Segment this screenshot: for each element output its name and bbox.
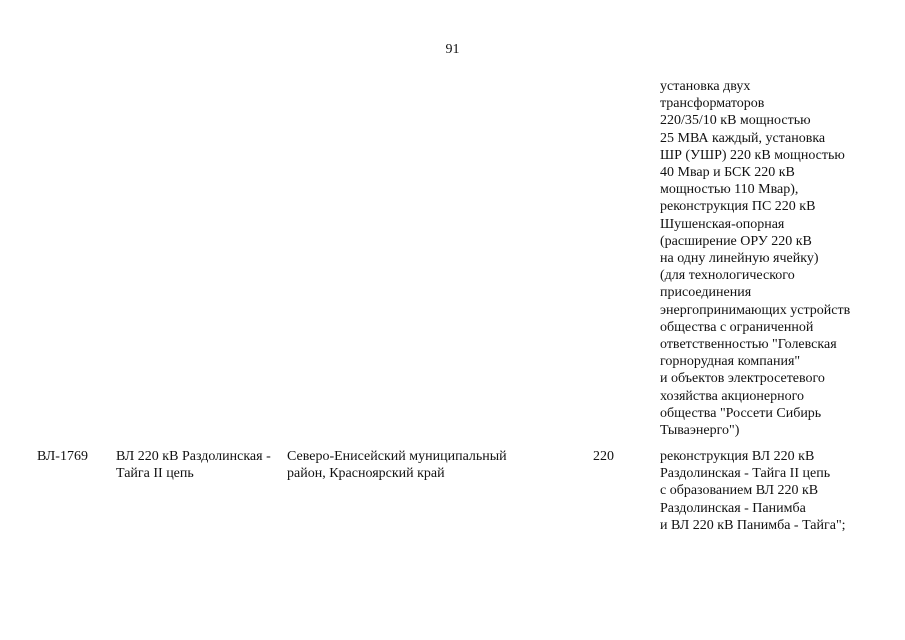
- description-line: (для технологического: [660, 268, 795, 284]
- description-line: 25 МВА каждый, установка: [660, 130, 826, 146]
- row-description-line: Раздолинская - Панимба: [660, 500, 806, 516]
- row-name-line: Тайга II цепь: [116, 466, 194, 482]
- description-line: горнорудная компания": [660, 354, 801, 370]
- description-line: мощностью 110 Мвар),: [660, 182, 799, 198]
- description-line: 40 Мвар и БСК 220 кВ: [660, 165, 795, 181]
- description-line: (расширение ОРУ 220 кВ: [660, 233, 812, 249]
- description-line: присоединения: [660, 285, 752, 301]
- description-line: трансформаторов: [660, 96, 765, 112]
- description-line: общества "Россети Сибирь: [660, 405, 822, 421]
- row-description: [660, 448, 846, 534]
- description-line: энергопринимающих устройств: [660, 302, 851, 318]
- description-line: установка двух: [660, 79, 751, 94]
- table-row: [0, 448, 905, 548]
- row-description-line: реконструкция ВЛ 220 кВ: [660, 449, 815, 464]
- row-name: [116, 448, 271, 482]
- description-line: ШР (УШР) 220 кВ мощностью: [660, 147, 845, 163]
- row-description-line: с образованием ВЛ 220 кВ: [660, 483, 819, 499]
- description-line: общества с ограниченной: [660, 319, 814, 335]
- description-line: Шушенская-опорная: [660, 216, 785, 232]
- row-location: [287, 448, 507, 482]
- row-location-line: район, Красноярский край: [287, 466, 445, 482]
- description-line: реконструкция ПС 220 кВ: [660, 199, 816, 215]
- row-name-line: ВЛ 220 кВ Раздолинская -: [116, 449, 271, 464]
- row-location-line: Северо-Енисейский муниципальный: [287, 449, 507, 464]
- description-line: и объектов электросетевого: [660, 371, 825, 387]
- row-description-line: Раздолинская - Тайга II цепь: [660, 466, 831, 482]
- description-line: Тываэнерго"): [660, 423, 740, 439]
- row-voltage: 220: [593, 449, 614, 464]
- row-code: ВЛ-1769: [37, 449, 88, 464]
- description-line: ответственностью "Голевская: [660, 337, 837, 353]
- page-number: 91: [445, 42, 460, 57]
- continued-description: [660, 78, 900, 439]
- description-line: 220/35/10 кВ мощностью: [660, 113, 811, 129]
- description-line: хозяйства акционерного: [660, 388, 804, 404]
- description-line: на одну линейную ячейку): [660, 251, 819, 267]
- row-description-line: и ВЛ 220 кВ Панимба - Тайга";: [660, 517, 846, 533]
